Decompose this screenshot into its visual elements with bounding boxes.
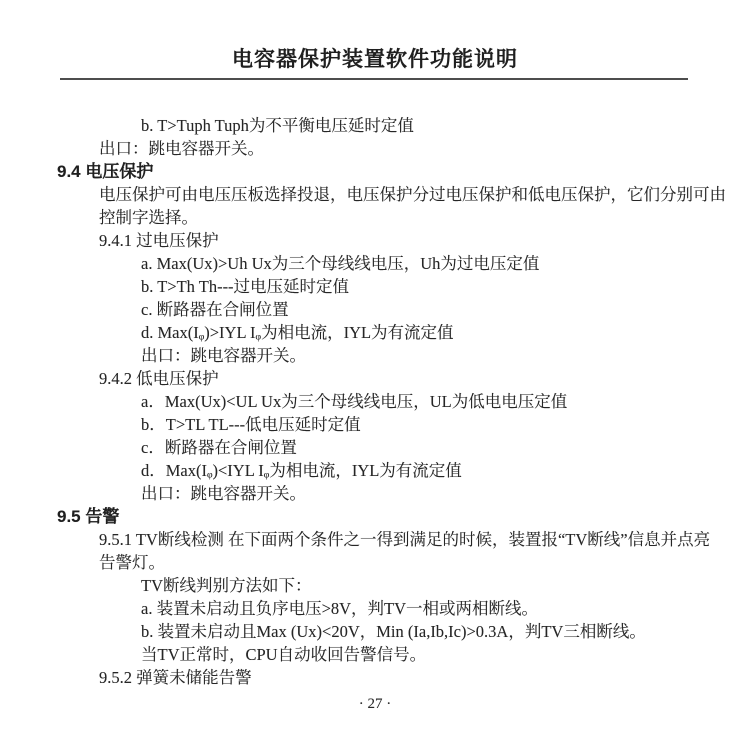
text-line: 出口：跳电容器开关。 [99, 138, 264, 158]
text-line: 告警灯。 [99, 552, 165, 572]
text-line: a. 装置未启动且负序电压>8V，判TV一相或两相断线。 [141, 598, 539, 618]
text-line: c. 断路器在合闸位置 [141, 299, 289, 319]
content-lines [0, 80, 750, 687]
text-line: a. Max(Ux)>Uh Ux为三个母线线电压，Uh为过电压定值 [141, 253, 540, 273]
text-line: b．T>TL TL---低电压延时定值 [141, 414, 361, 434]
text-line: 9.4.1 过电压保护 [99, 230, 219, 250]
text-line: 当TV正常时，CPU自动收回告警信号。 [141, 644, 427, 664]
text-line: 9.5.1 TV断线检测 在下面两个条件之一得到满足的时候，装置报“TV断线”信息并点亮 [99, 529, 711, 549]
text-line: 9.5.2 弹簧未储能告警 [99, 667, 252, 687]
text-line: c．断路器在合闸位置 [141, 437, 297, 457]
page-number: · 27 · [358, 696, 392, 712]
text-line: d．Max(Iᵩ)<IYL Iᵩ为相电流，IYL为有流定值 [141, 460, 462, 480]
text-line: 9.4.2 低电压保护 [99, 368, 219, 388]
text-line: b. 装置未启动且Max (Ux)<20V，Min (Ia,Ib,Ic)>0.3A，判TV三相断线。 [141, 621, 646, 641]
text-line: 出口：跳电容器开关。 [141, 345, 306, 365]
section-heading: 9.4 电压保护 [57, 162, 154, 181]
section-heading: 9.5 告警 [57, 507, 120, 526]
page-title: 电容器保护装置软件功能说明 [232, 48, 518, 71]
text-line: b. T>Th Th---过电压延时定值 [141, 276, 350, 296]
text-line: b. T>Tuph Tuph为不平衡电压延时定值 [141, 115, 414, 135]
text-line: 电压保护可由电压压板选择投退，电压保护分过电压保护和低电压保护，它们分别可由 [99, 184, 726, 204]
text-line: a．Max(Ux)<UL Ux为三个母线线电压，UL为低电电压定值 [141, 391, 568, 411]
text-line: TV断线判别方法如下： [141, 575, 312, 595]
text-line: 出口：跳电容器开关。 [141, 483, 306, 503]
text-line: d. Max(Iᵩ)>IYL Iᵩ为相电流，IYL为有流定值 [141, 322, 454, 342]
text-line: 控制字选择。 [99, 207, 198, 227]
